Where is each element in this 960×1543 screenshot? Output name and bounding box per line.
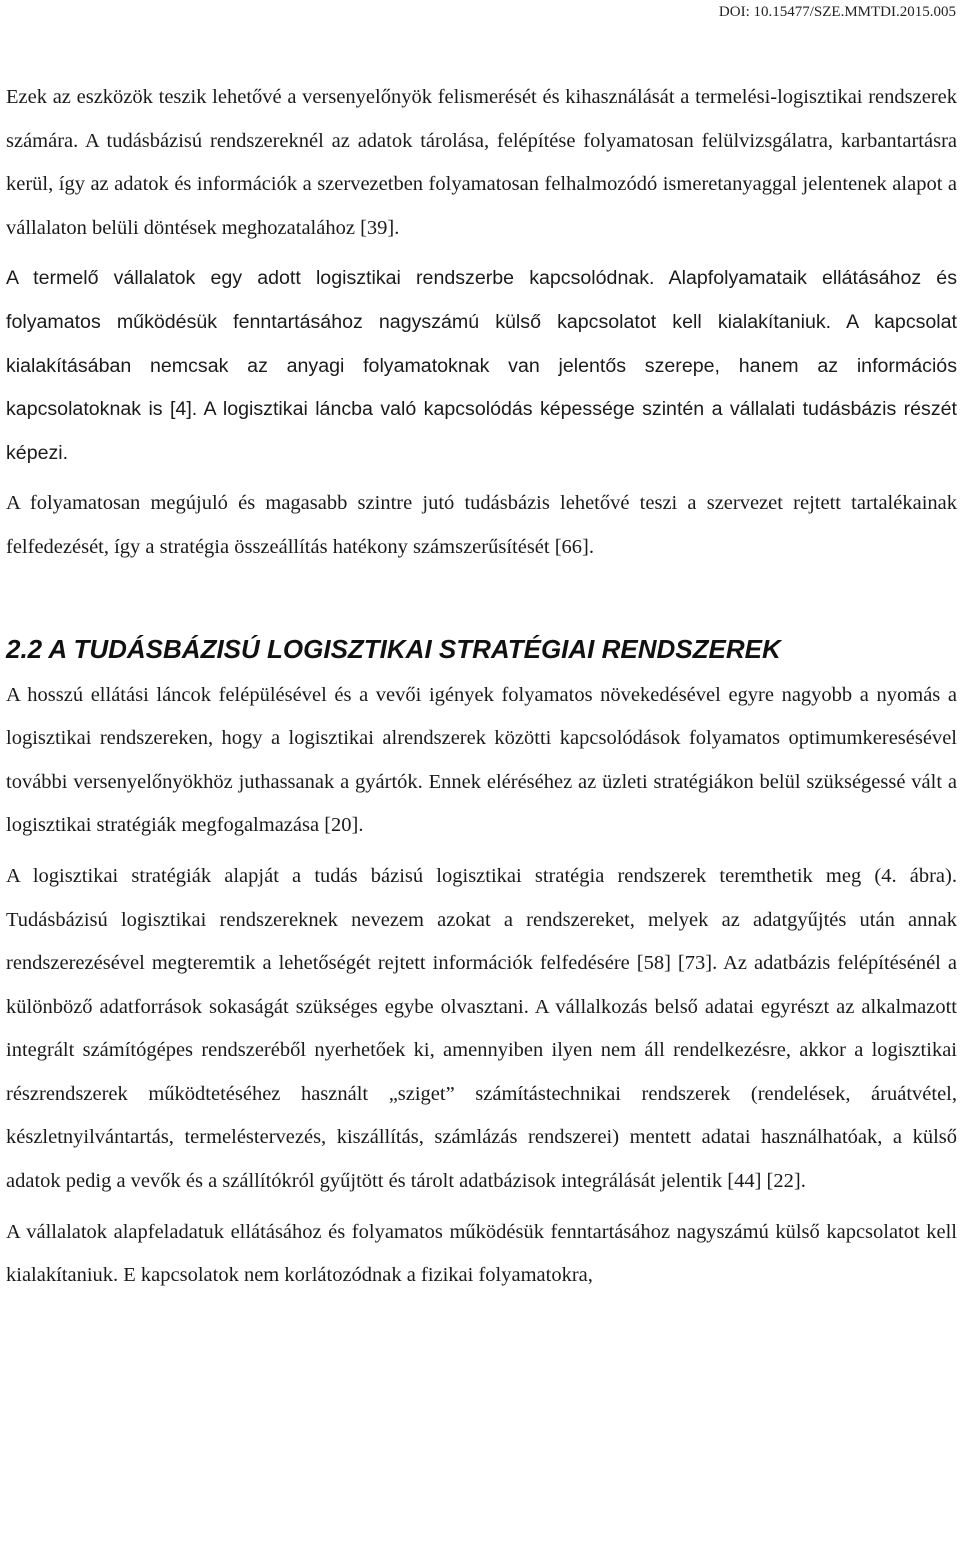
paragraph-5: A logisztikai stratégiák alapját a tudás bázisú logisztikai stratégia rendszerek teremthetik meg (4. ábra). Tudásbázisú logisztikai rendszereknek nevezem azokat a rendszereket, melyek az adatgyűjtés után annak rendszerezésével megteremtik a lehetőségét rejtett információk felfedésére [58] [73]. Az adatbázis felépítésénél a különböző adatforrások sokaságát szükséges egybe olvasztani. A vállalkozás belső adatai egyrészt az alkalmazott integrált számítógépes rendszeréből nyerhetőek ki, amennyiben ilyen nem áll rendelkezésre, akkor a logisztikai részrendszerek működtetéséhez használt „sziget” számítástechnikai rendszerek (rendelések, áruátvétel, készletnyilvántartás, termeléstervezés, kiszállítás, számlázás rendszerei) mentett adatai használhatóak, a külső adatok pedig a vevők és a szállítókról gyűjtött és tárolt adatbázisok integrálását jelentik [44] [22]. — [6, 864, 957, 1193]
section-heading — [6, 632, 957, 666]
paragraph-2: A termelő vállalatok egy adott logisztikai rendszerbe kapcsolódnak. Alapfolyamataik ellátásához és folyamatos működésük fenntartásához nagyszámú külső kapcsolatot kell kialakítaniuk. A kapcsolat kialakításában nemcsak az anyagi folyamatoknak van jelentős szerepe, hanem az információs kapcsolatoknak is [4]. A logisztikai láncba való kapcsolódás képessége szintén a vállalati tudásbázis részét képezi. — [6, 267, 957, 464]
paragraph-1: Ezek az eszközök teszik lehetővé a versenyelőnyök felismerését és kihasználását a termelési-logisztikai rendszerek számára. A tudásbázisú rendszereknél az adatok tárolása, felépítése folyamatosan felülvizsgálatra, karbantartásra kerül, így az adatok és információk a szervezetben folyamatosan felhalmozódó ismeretanyaggal jelentenek alapot a vállalaton belüli döntések meghozatalához [39]. — [6, 86, 957, 239]
doi-header: DOI: 10.15477/SZE.MMTDI.2015.005 — [718, 4, 956, 20]
paragraph-3: A folyamatosan megújuló és magasabb szintre jutó tudásbázis lehetővé teszi a szervezet rejtett tartalékainak felfedezését, így a stratégia összeállítás hatékony számszerűsítését [66]. — [6, 492, 957, 558]
document-body — [6, 76, 957, 1298]
paragraph-6: A vállalatok alapfeladatuk ellátásához és folyamatos működésük fenntartásához nagyszámú külső kapcsolatot kell kialakítaniuk. E kapcsolatok nem korlátozódnak a fizikai folyamatokra, — [6, 1220, 957, 1287]
paragraph-4: A hosszú ellátási láncok felépülésével és a vevői igények folyamatos növekedésével egyre nagyobb a nyomás a logisztikai rendszereken, hogy a logisztikai alrendszerek közötti kapcsolódások folyamatos optimumkeresésével további versenyelőnyökhöz juthassanak a gyártók. Ennek eléréséhez az üzleti stratégiákon belül szükségessé vált a logisztikai stratégiák megfogalmazása [20]. — [6, 683, 957, 837]
section-title: A TUDÁSBÁZISÚ LOGISZTIKAI STRATÉGIAI RENDSZEREK — [48, 633, 781, 664]
section-number: 2.2 — [6, 633, 43, 664]
